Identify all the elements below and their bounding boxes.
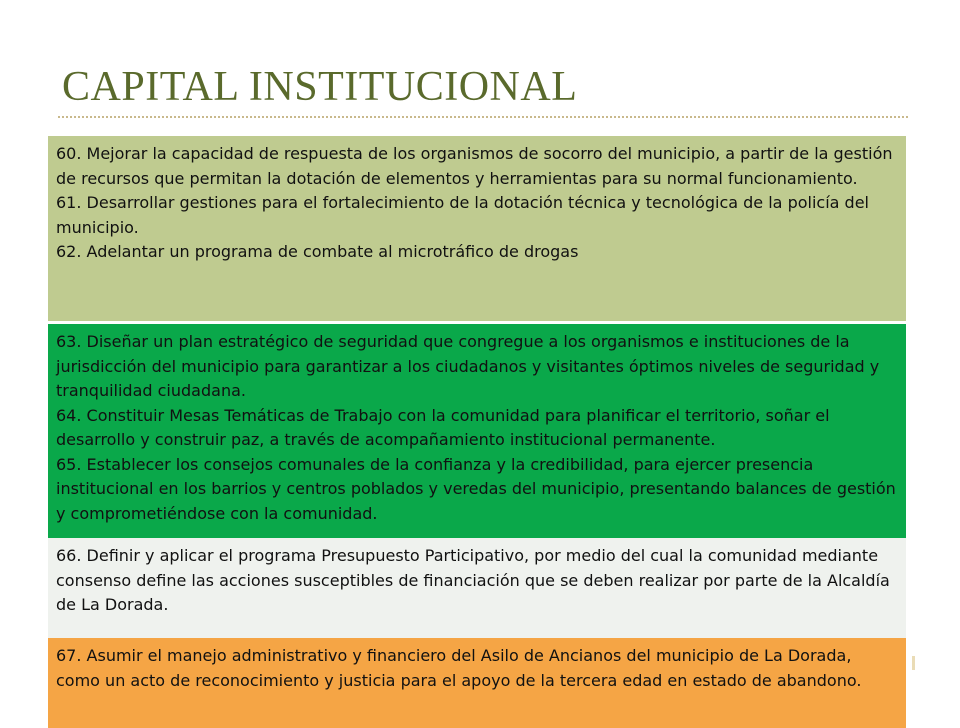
list-item-63: 63. Diseñar un plan estratégico de seguridad que congregue a los organismos e instituciones de la jurisdicción del municipio para garantizar a los ciudadanos y visitantes óptimos niveles de seguridad y tranquilidad ciudadana. [56,332,880,400]
section-block-elderly-asylum [48,638,906,728]
list-item-62: 62. Adelantar un programa de combate al microtráfico de drogas [56,242,579,261]
list-item-60: 60. Mejorar la capacidad de respuesta de los organismos de socorro del municipio, a partir de la gestión de recursos que permitan la dotación de elementos y herramientas para su normal funcionamiento. [56,144,893,188]
list-item-66: 66. Definir y aplicar el programa Presupuesto Participativo, por medio del cual la comunidad mediante consenso define las acciones susceptibles de financiación que se deben realizar por parte de la Alcaldía de La Dorada. [56,546,890,614]
section-block-security-plan [48,324,906,538]
list-item-67: 67. Asumir el manejo administrativo y financiero del Asilo de Ancianos del municipio de La Dorada, como un acto de reconocimiento y justicia para el apoyo de la tercera edad en estado de abandono. [56,646,862,690]
list-item-64: 64. Constituir Mesas Temáticas de Trabajo con la comunidad para planificar el territorio, soñar el desarrollo y construir paz, a través de acompañamiento institucional permanente. [56,405,830,449]
section-block-security-resources [48,136,906,321]
section-block-participatory-budget [48,538,906,638]
list-item-61: 61. Desarrollar gestiones para el fortalecimiento de la dotación técnica y tecnológica de la policía del municipio. [56,193,869,237]
decorative-side-mark [912,656,915,670]
title-divider [58,116,908,118]
page-title: CAPITAL INSTITUCIONAL [62,64,578,110]
list-item-65: 65. Establecer los consejos comunales de la confianza y la credibilidad, para ejercer presencia institucional en los barrios y centros poblados y veredas del municipio, presentando balances de gestión y comprometiéndose con la comunidad. [56,454,896,523]
